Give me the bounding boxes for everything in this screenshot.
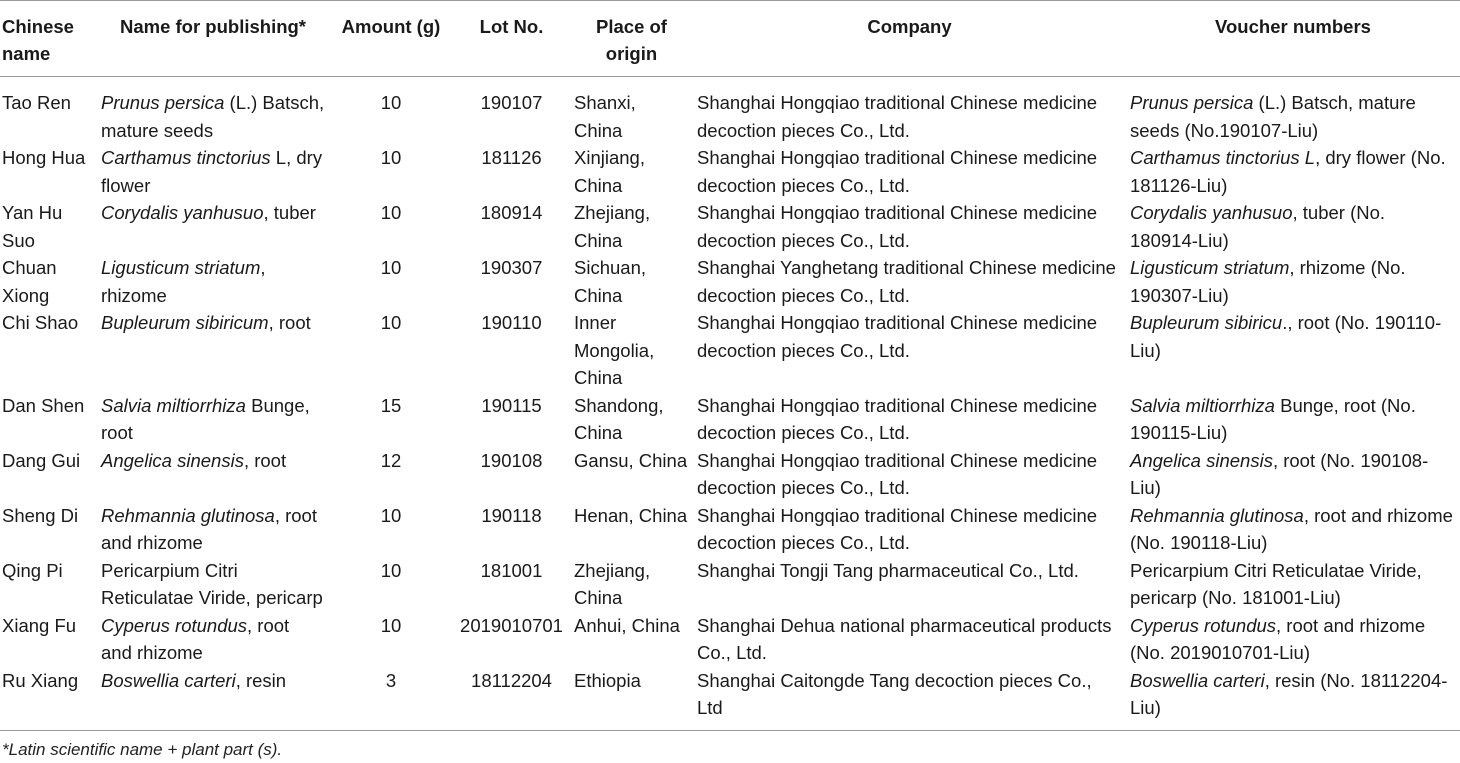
cell-publishing-name-latin: Corydalis yanhusuo [101, 202, 264, 223]
cell-chinese-name: Ru Xiang [0, 667, 97, 731]
cell-publishing-name-detail: , tuber [263, 202, 316, 223]
cell-publishing-name [97, 144, 329, 199]
cell-origin: Shandong, China [574, 394, 664, 443]
header-origin: Place of origin [570, 1, 693, 77]
cell-voucher [1126, 254, 1460, 309]
cell-publishing-name-latin: Carthamus tinctorius [101, 147, 271, 168]
cell-chinese-name: Chuan Xiong [2, 257, 57, 306]
cell-publishing-name-latin: Bupleurum sibiricum [101, 312, 269, 333]
cell-amount: 10 [380, 559, 402, 581]
cell-chinese-name: Qing Pi [2, 559, 63, 581]
table-row [0, 667, 1460, 731]
cell-publishing-name [97, 667, 329, 731]
table-row [0, 502, 1460, 557]
cell-voucher-detail: Pericarpium Citri Reticulatae Viride, pericarp (No. 181001-Liu) [1130, 559, 1422, 608]
cell-voucher-latin: Boswellia carteri [1130, 669, 1265, 691]
cell-voucher-detail: , root (No. 190108-Liu) [1130, 449, 1429, 498]
cell-publishing-name-detail: Bunge, root [101, 394, 310, 443]
cell-publishing-name-detail: L, dry flower [101, 147, 323, 196]
cell-voucher [1126, 144, 1460, 199]
cell-origin: Ethiopia [570, 667, 693, 731]
cell-origin: Zhejiang, China [574, 202, 651, 251]
cell-origin: Anhui, China [574, 614, 680, 636]
cell-lot: 190307 [480, 257, 543, 278]
table-row [0, 309, 1460, 392]
cell-publishing-name-detail: (L.) Batsch, mature seeds [101, 92, 325, 141]
header-row [0, 1, 1460, 77]
table-row [0, 392, 1460, 447]
cell-lot: 2019010701 [460, 614, 563, 636]
cell-publishing-name-latin: Salvia miltiorrhiza [101, 394, 246, 416]
header-company: Company [693, 1, 1126, 77]
cell-voucher-latin: Rehmannia glutinosa [1130, 504, 1304, 526]
cell-voucher [1126, 309, 1460, 392]
cell-amount: 10 [380, 614, 402, 636]
cell-amount: 10 [380, 92, 402, 113]
header-chinese-name: Chinese name [0, 1, 97, 77]
cell-chinese-name: Dang Gui [2, 449, 81, 471]
cell-voucher [1126, 667, 1460, 731]
cell-lot: 181126 [481, 147, 542, 168]
cell-chinese-name: Dan Shen [2, 394, 85, 416]
header-amount: Amount (g) [329, 1, 453, 77]
header-publishing-name: Name for publishing* [97, 1, 329, 77]
cell-publishing-name [97, 77, 329, 145]
table-row [0, 144, 1460, 199]
cell-company: Shanghai Hongqiao traditional Chinese medicine decoction pieces Co., Ltd. [697, 202, 1098, 251]
cell-voucher-detail: , root and rhizome (No. 2019010701-Liu) [1130, 614, 1426, 663]
cell-publishing-name-latin: Cyperus rotundus [101, 614, 248, 636]
cell-lot: 180914 [480, 202, 543, 223]
cell-voucher [1126, 447, 1460, 502]
cell-publishing-name-latin: Angelica sinensis [101, 449, 244, 471]
cell-company: Shanghai Tongji Tang pharmaceutical Co., Ltd. [697, 559, 1079, 581]
cell-chinese-name: Tao Ren [2, 92, 71, 113]
cell-origin: Xinjiang, China [574, 147, 645, 196]
cell-amount: 12 [380, 449, 402, 471]
cell-publishing-name-detail: , root [268, 312, 311, 333]
cell-chinese-name: Hong Hua [2, 147, 86, 168]
cell-voucher [1126, 199, 1460, 254]
cell-lot: 190110 [481, 312, 542, 333]
cell-origin: Sichuan, China [574, 257, 646, 306]
cell-lot: 181001 [480, 559, 543, 581]
cell-origin: Inner Mongolia, China [574, 312, 655, 388]
cell-amount: 3 [329, 667, 453, 731]
cell-voucher-latin: Prunus persica [1130, 92, 1254, 113]
cell-voucher [1126, 557, 1460, 612]
cell-amount: 10 [380, 312, 402, 333]
cell-lot: 18112204 [453, 667, 570, 731]
cell-company: Shanghai Hongqiao traditional Chinese medicine decoction pieces Co., Ltd. [697, 147, 1098, 196]
table-footnote: *Latin scientific name + plant part (s). [2, 740, 283, 759]
cell-voucher-detail: , tuber (No. 180914-Liu) [1130, 202, 1386, 251]
cell-publishing-name [97, 254, 329, 309]
cell-voucher-detail: , dry flower (No. 181126-Liu) [1130, 147, 1446, 196]
cell-lot: 190108 [480, 449, 543, 471]
cell-company: Shanghai Hongqiao traditional Chinese medicine decoction pieces Co., Ltd. [697, 449, 1098, 498]
header-voucher: Voucher numbers [1126, 1, 1460, 77]
cell-company: Shanghai Hongqiao traditional Chinese medicine decoction pieces Co., Ltd. [697, 394, 1098, 443]
cell-voucher-latin: Bupleurum sibiricu [1130, 312, 1283, 333]
header-lot: Lot No. [453, 1, 570, 77]
cell-voucher-detail: (L.) Batsch, mature seeds (No.190107-Liu) [1130, 92, 1416, 141]
cell-publishing-name-detail: , root and rhizome [101, 614, 290, 663]
cell-amount: 15 [380, 394, 402, 416]
cell-lot: 190118 [481, 504, 542, 526]
cell-voucher-detail: , rhizome (No. 190307-Liu) [1130, 257, 1406, 306]
cell-voucher-latin: Salvia miltiorrhiza [1130, 394, 1275, 416]
cell-chinese-name: Chi Shao [2, 312, 79, 333]
cell-origin: Shanxi, China [574, 92, 636, 141]
cell-publishing-name-latin: Prunus persica [101, 92, 225, 113]
cell-voucher [1126, 502, 1460, 557]
cell-publishing-name-detail: , root and rhizome [101, 504, 317, 553]
cell-lot: 190107 [480, 92, 543, 113]
cell-publishing-name-detail: , resin [235, 669, 287, 691]
cell-publishing-name-detail: , rhizome [101, 257, 266, 306]
cell-publishing-name-latin: Rehmannia glutinosa [101, 504, 275, 526]
cell-voucher-detail: ., root (No. 190110-Liu) [1130, 312, 1442, 361]
cell-amount: 10 [380, 257, 402, 278]
cell-chinese-name: Xiang Fu [2, 614, 77, 636]
cell-voucher-latin: Cyperus rotundus [1130, 614, 1277, 636]
cell-voucher [1126, 77, 1460, 145]
cell-amount: 10 [380, 147, 402, 168]
cell-origin: Zhejiang, China [574, 559, 651, 608]
cell-company: Shanghai Hongqiao traditional Chinese medicine decoction pieces Co., Ltd. [697, 504, 1098, 553]
table-row [0, 447, 1460, 502]
cell-voucher-latin: Corydalis yanhusuo [1130, 202, 1293, 223]
table-row [0, 557, 1460, 612]
cell-publishing-name [97, 447, 329, 502]
cell-voucher-latin: Angelica sinensis [1130, 449, 1273, 471]
cell-amount: 10 [380, 504, 402, 526]
cell-company: Shanghai Hongqiao traditional Chinese medicine decoction pieces Co., Ltd. [697, 92, 1098, 141]
cell-company: Shanghai Caitongde Tang decoction pieces Co., Ltd [693, 667, 1126, 731]
cell-voucher-detail: , root and rhizome (No. 190118-Liu) [1130, 504, 1453, 553]
cell-voucher-detail: Bunge, root (No. 190115-Liu) [1130, 394, 1416, 443]
cell-voucher [1126, 392, 1460, 447]
cell-lot: 190115 [481, 394, 542, 416]
cell-publishing-name-latin: Boswellia carteri [101, 669, 236, 691]
cell-publishing-name [97, 612, 329, 667]
table-row [0, 254, 1460, 309]
table-row [0, 199, 1460, 254]
table-row [0, 612, 1460, 667]
cell-voucher-latin: Carthamus tinctorius L [1130, 147, 1316, 168]
cell-publishing-name [97, 392, 329, 447]
cell-company: Shanghai Dehua national pharmaceutical products Co., Ltd. [697, 614, 1112, 663]
cell-company: Shanghai Hongqiao traditional Chinese medicine decoction pieces Co., Ltd. [697, 312, 1098, 361]
cell-company: Shanghai Yanghetang traditional Chinese medicine decoction pieces Co., Ltd. [697, 257, 1116, 306]
cell-publishing-name [97, 557, 329, 612]
cell-chinese-name: Yan Hu Suo [2, 202, 63, 251]
cell-publishing-name-detail: , root [243, 449, 287, 471]
cell-publishing-name [97, 309, 329, 392]
cell-publishing-name-detail: Pericarpium Citri Reticulatae Viride, pericarp [101, 559, 323, 608]
table-row [0, 77, 1460, 145]
cell-publishing-name [97, 199, 329, 254]
cell-publishing-name-latin: Ligusticum striatum [101, 257, 261, 278]
cell-voucher-detail: , resin (No. 18112204-Liu) [1130, 669, 1448, 718]
cell-origin: Henan, China [574, 504, 688, 526]
cell-voucher [1126, 612, 1460, 667]
cell-publishing-name [97, 502, 329, 557]
cell-amount: 10 [380, 202, 402, 223]
cell-chinese-name: Sheng Di [2, 504, 79, 526]
cell-voucher-latin: Ligusticum striatum [1130, 257, 1290, 278]
cell-origin: Gansu, China [574, 449, 688, 471]
